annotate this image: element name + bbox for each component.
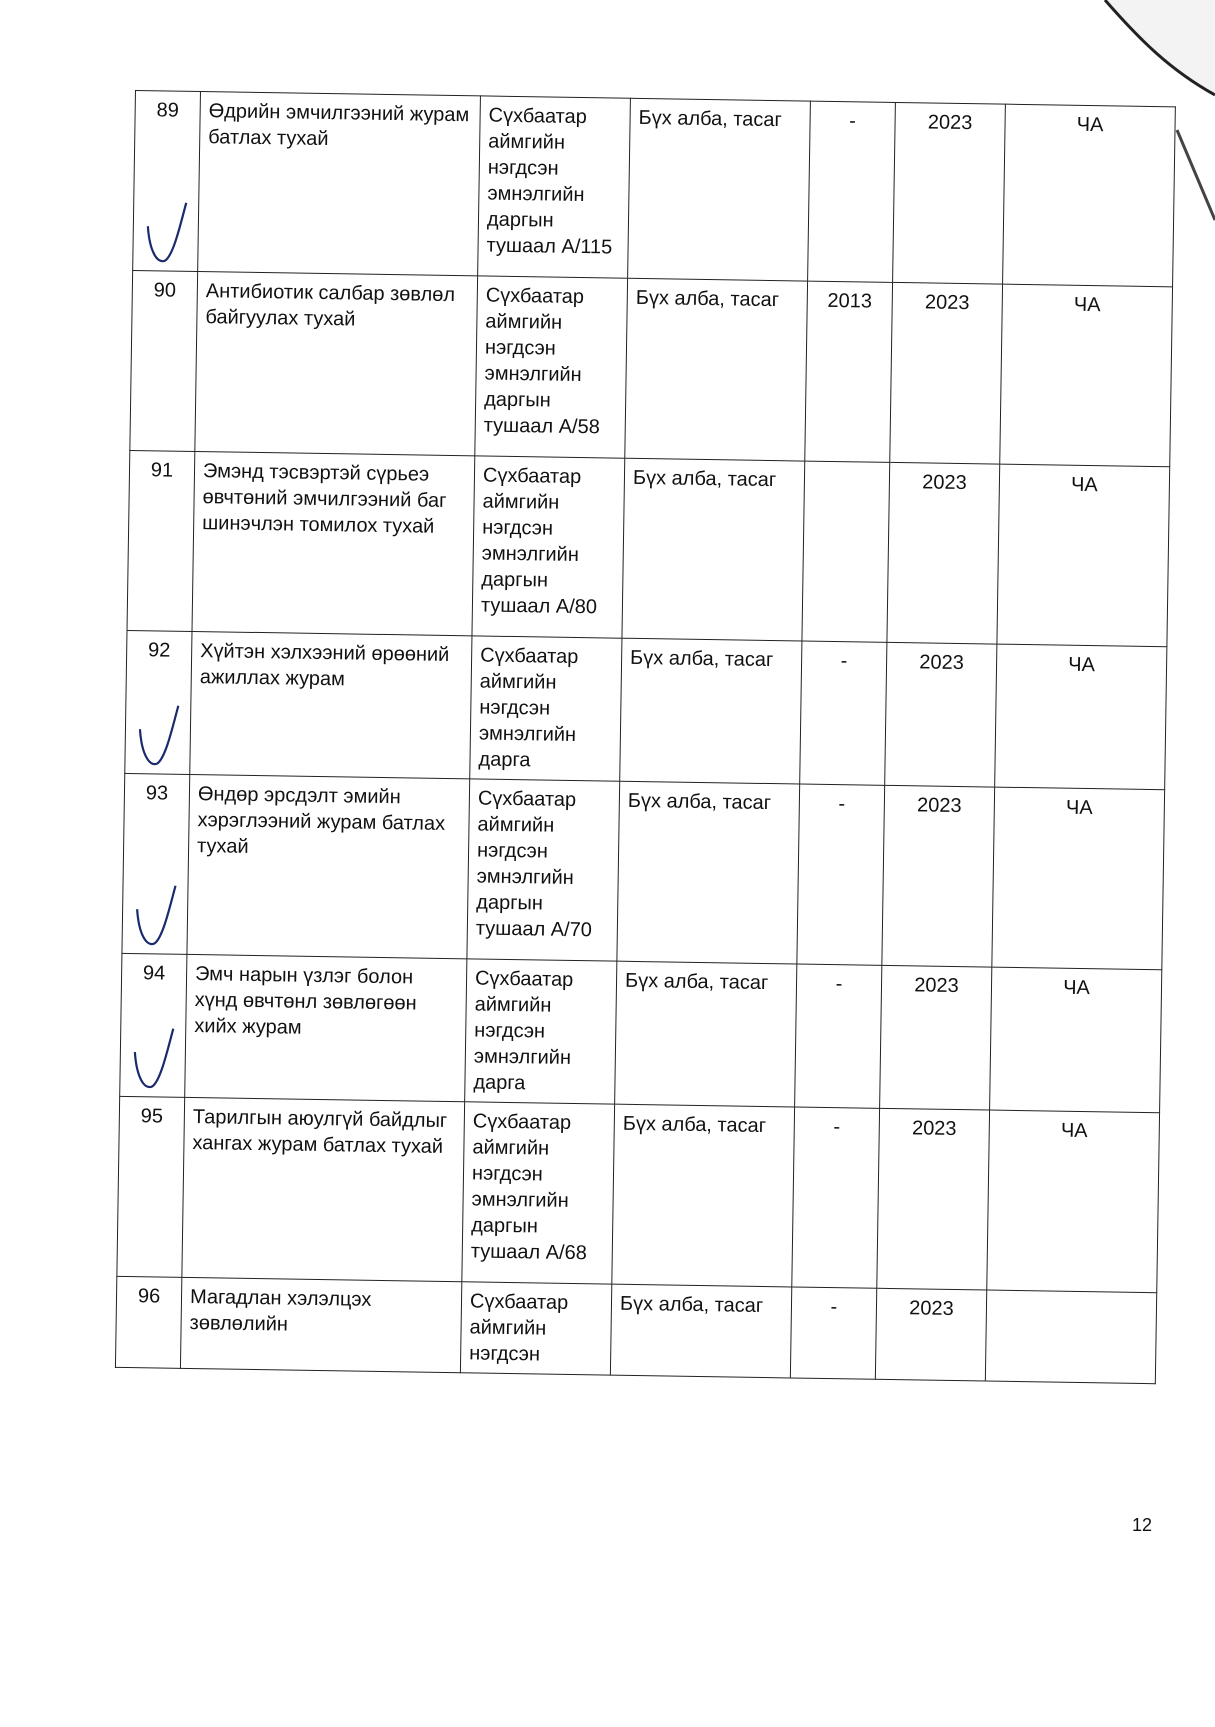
row-title: Магадлан хэлэлцэх зөвлөлийн — [180, 1277, 461, 1372]
row-year: 2023 — [875, 1288, 986, 1381]
handwritten-check-icon — [130, 1022, 177, 1093]
row-year: 2023 — [890, 282, 1003, 464]
row-scope: Бүх алба, тасаг — [612, 1104, 795, 1287]
row-year: 2023 — [887, 462, 1000, 644]
row-scope: Бүх алба, тасаг — [625, 278, 808, 461]
row-status: ЧА — [1000, 284, 1173, 467]
row-number: 91 — [127, 450, 195, 631]
row-order: Сүхбаатар аймгийн нэгдсэн эмнэлгийн даргын тушаал А/68 — [462, 1102, 615, 1284]
row-number: 89 — [133, 91, 201, 272]
table-row — [120, 953, 1162, 1112]
page-number: 12 — [1132, 1515, 1153, 1535]
row-start-year: - — [792, 1107, 880, 1288]
row-scope: Бүх алба, тасаг — [628, 98, 811, 281]
row-year: 2023 — [880, 965, 992, 1110]
row-title: Антибиотик салбар зөвлөл байгуулах тухай — [195, 272, 478, 456]
row-year: 2023 — [882, 785, 995, 967]
row-title: Тарилгын аюулгүй байдлыг хангах журам батлах тухай — [182, 1097, 465, 1281]
table-row — [133, 91, 1176, 287]
row-start-year: - — [808, 101, 896, 282]
row-start-year: - — [795, 964, 882, 1108]
row-start-year: 2013 — [805, 281, 893, 462]
table-row — [127, 450, 1170, 646]
row-scope: Бүх алба, тасаг — [617, 781, 800, 964]
row-number: 95 — [117, 1096, 185, 1277]
row-status: ЧА — [987, 1110, 1160, 1293]
row-status — [985, 1290, 1156, 1384]
row-number: 94 — [120, 953, 187, 1097]
row-start-year: - — [797, 784, 885, 965]
handwritten-check-icon — [143, 196, 190, 267]
row-status: ЧА — [995, 644, 1167, 790]
row-title: Эмч нарын үзлэг болон хүнд өвчтөнл зөвлөгөөн хийх журам — [185, 954, 467, 1101]
handwritten-check-icon — [133, 879, 180, 950]
table-row — [122, 773, 1165, 969]
row-title: Эмэнд тэсвэртэй сүрьеэ өвчтөний эмчилгээний баг шинэчлэн томилох тухай — [192, 451, 475, 635]
table-row — [125, 630, 1167, 789]
row-title: Өндөр эрсдэлт эмийн хэрэглээний журам батлах тухай — [187, 774, 470, 958]
row-status: ЧА — [992, 787, 1165, 970]
row-title: Өдрийн эмчилгээний журам батлах тухай — [198, 92, 481, 276]
row-scope: Бүх алба, тасаг — [620, 638, 802, 784]
row-start-year — [802, 461, 890, 642]
row-year: 2023 — [877, 1108, 990, 1290]
row-status: ЧА — [990, 967, 1162, 1113]
row-start-year: - — [790, 1287, 876, 1379]
row-year: 2023 — [885, 642, 997, 787]
row-year: 2023 — [893, 102, 1006, 284]
row-order: Сүхбаатар аймгийн нэгдсэн эмнэлгийн даргын тушаал А/58 — [475, 276, 628, 458]
table-row — [117, 1096, 1160, 1292]
row-number: 96 — [115, 1276, 181, 1368]
row-scope: Бүх алба, тасаг — [615, 961, 797, 1107]
row-order: Сүхбаатар аймгийн нэгдсэн эмнэлгийн даргын тушаал А/70 — [467, 779, 620, 961]
row-status: ЧА — [1003, 104, 1176, 287]
table-row — [130, 270, 1173, 466]
row-number: 90 — [130, 270, 198, 451]
document-table — [115, 90, 1176, 1384]
row-order: Сүхбаатар аймгийн нэгдсэн эмнэлгийн даргын тушаал А/80 — [472, 456, 625, 638]
row-order: Сүхбаатар аймгийн нэгдсэн — [460, 1282, 611, 1375]
row-order: Сүхбаатар аймгийн нэгдсэн эмнэлгийн даргын тушаал А/115 — [478, 96, 631, 278]
row-scope: Бүх алба, тасаг — [622, 458, 805, 641]
row-title: Хүйтэн хэлхээний өрөөний ажиллах журам — [190, 631, 472, 778]
row-start-year: - — [800, 641, 887, 785]
row-status: ЧА — [997, 464, 1170, 647]
row-order: Сүхбаатар аймгийн нэгдсэн эмнэлгийн дарга — [470, 636, 622, 781]
handwritten-check-icon — [135, 699, 182, 770]
row-scope: Бүх алба, тасаг — [610, 1284, 791, 1378]
row-order: Сүхбаатар аймгийн нэгдсэн эмнэлгийн дарга — [465, 959, 617, 1104]
row-number: 92 — [125, 630, 192, 774]
row-number: 93 — [122, 773, 190, 954]
table-row — [115, 1276, 1156, 1383]
